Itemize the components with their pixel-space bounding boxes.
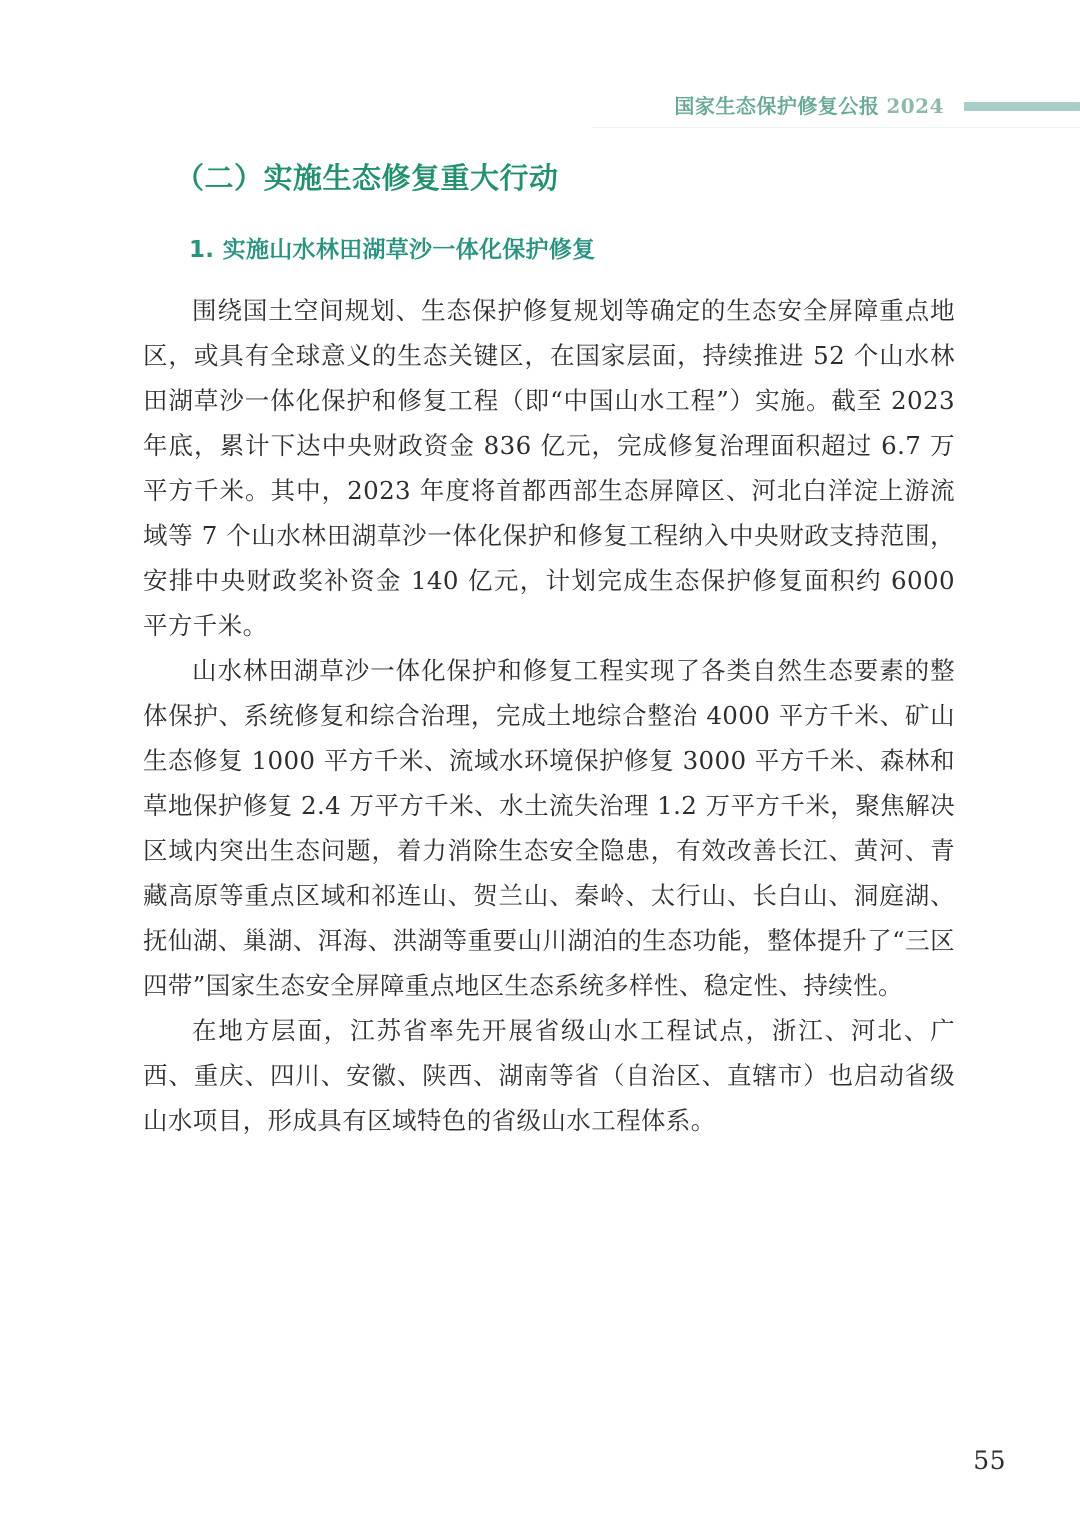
header-accent-rule [964,102,1080,111]
running-header-year: 2024 [886,94,944,118]
body-paragraph-1: 围绕国土空间规划、生态保护修复规划等确定的生态安全屏障重点地区，或具有全球意义的生态关键区，在国家层面，持续推进 52 个山水林田湖草沙一体化保护和修复工程（即“中国山水工程”）实施。截至 2023 年底，累计下达中央财政资金 836 亿元，完成修复治理面积超过 6.7 万平方千米。其中，2023 年度将首都西部生态屏障区、河北白洋淀上游流域等 7 个山水林田湖草沙一体化保护和修复工程纳入中央财政支持范围，安排中央财政奖补资金 140 亿元，计划完成生态保护修复面积约 6000 平方千米。 [143,296,955,641]
page-content [143,160,955,1143]
section-heading: （二）实施生态修复重大行动 [175,161,559,195]
body-paragraph-2: 山水林田湖草沙一体化保护和修复工程实现了各类自然生态要素的整体保护、系统修复和综合治理，完成土地综合整治 4000 平方千米、矿山生态修复 1000 平方千米、流域水环境保护修复 3000 平方千米、森林和草地保护修复 2.4 万平方千米、水土流失治理 1.2 万平方千米，聚焦解决区域内突出生态问题，着力消除生态安全隐患，有效改善长江、黄河、青藏高原等重点区域和祁连山、贺兰山、秦岭、太行山、长白山、洞庭湖、抚仙湖、巢湖、洱海、洪湖等重要山川湖泊的生态功能，整体提升了“三区四带”国家生态安全屏障重点地区生态系统多样性、稳定性、持续性。 [143,656,955,1001]
running-header-title: 国家生态保护修复公报 [674,94,880,118]
body-paragraph-3: 在地方层面，江苏省率先开展省级山水工程试点，浙江、河北、广西、重庆、四川、安徽、陕西、湖南等省（自治区、直辖市）也启动省级山水项目，形成具有区域特色的省级山水工程体系。 [143,1016,955,1136]
page-number: 55 [973,1446,1006,1475]
running-header [0,86,1080,126]
sub-heading: 1. 实施山水林田湖草沙一体化保护修复 [189,237,596,264]
header-divider [592,127,1080,128]
